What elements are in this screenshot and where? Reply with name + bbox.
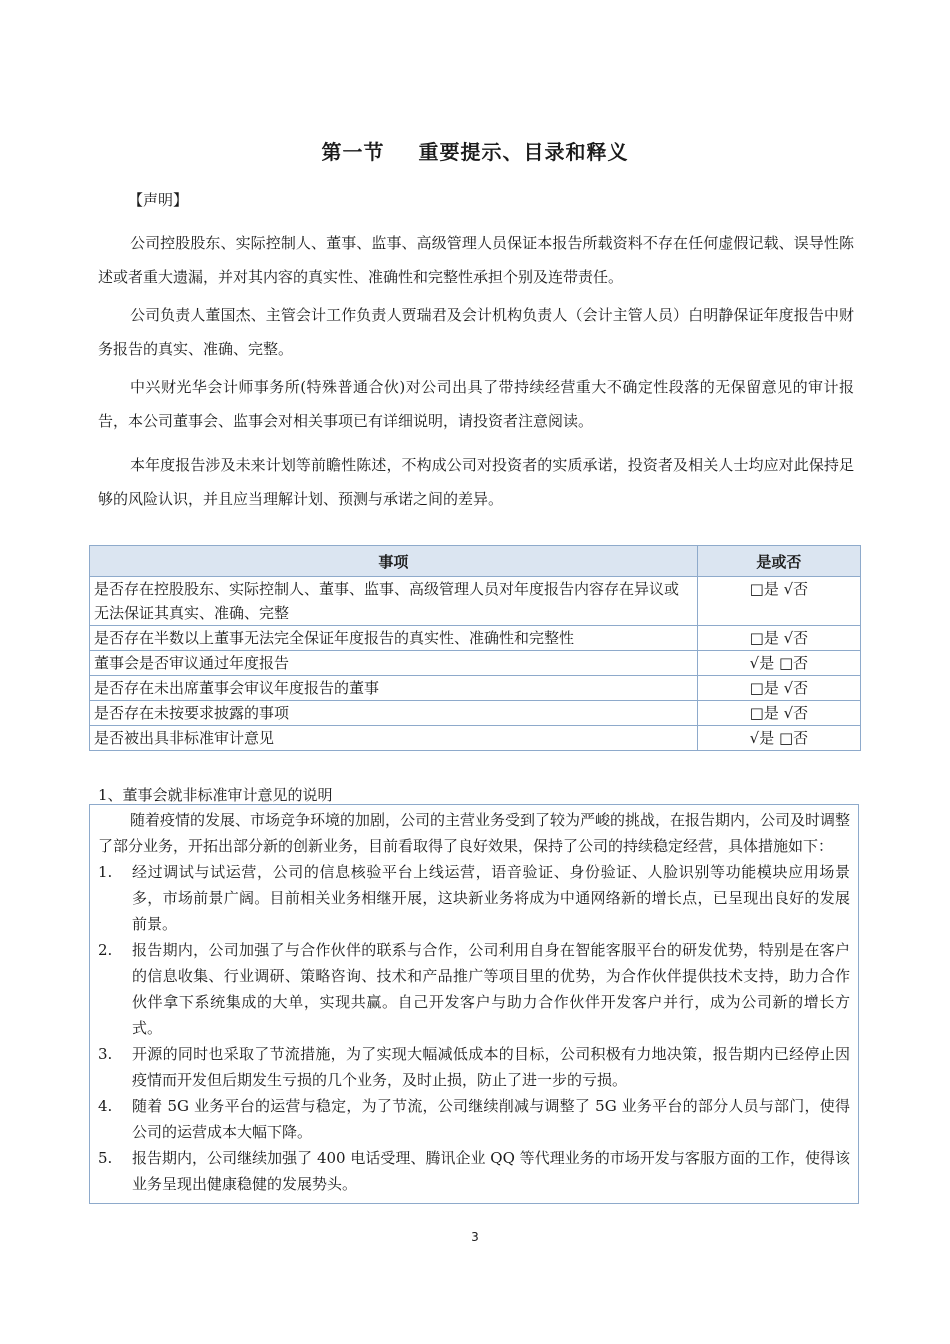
list-item-text: 报告期内，公司继续加强了 400 电话受理、腾讯企业 QQ 等代理业务的市场开发与客服方面的工作，使得该业务呈现出健康稳健的发展势头。 xyxy=(132,1149,850,1193)
paragraph-responsible-persons: 公司负责人董国杰、主管会计工作负责人贾瑞君及会计机构负责人（会计主管人员）白明静保证年度报告中财务报告的真实、准确、完整。 xyxy=(98,306,854,358)
list-item-text: 随着 5G 业务平台的运营与稳定，为了节流，公司继续削减与调整了 5G 业务平台的部分人员与部门，使得公司的运营成本大幅下降。 xyxy=(132,1097,850,1141)
table-row xyxy=(90,626,861,651)
paragraph-forward-looking: 本年度报告涉及未来计划等前瞻性陈述，不构成公司对投资者的实质承诺，投资者及相关人士均应对此保持足够的风险认识，并且应当理解计划、预测与承诺之间的差异。 xyxy=(98,456,854,508)
row-question: 是否存在控股股东、实际控制人、董事、监事、高级管理人员对年度报告内容存在异议或无法保证其真实、准确、完整 xyxy=(90,577,698,626)
table-row xyxy=(90,651,861,676)
page-number: 3 xyxy=(471,1230,479,1244)
audit-opinion-box xyxy=(89,804,859,1204)
row-question: 是否存在未出席董事会审议年度报告的董事 xyxy=(90,676,698,701)
table-row xyxy=(90,701,861,726)
section-title xyxy=(0,136,950,165)
list-item xyxy=(98,937,850,1041)
section-number: 第一节 xyxy=(321,140,385,164)
list-item xyxy=(98,859,850,937)
list-item-text: 经过调试与试运营，公司的信息核验平台上线运营，语音验证、身份验证、人脸识别等功能模块应用场景多，市场前景广阔。目前相关业务相继开展，这块新业务将成为中通网络新的增长点，已呈现出良好的发展前景。 xyxy=(132,863,850,933)
list-item xyxy=(98,1145,850,1197)
table-row xyxy=(90,726,861,751)
list-item-number: 5. xyxy=(98,1149,113,1167)
audit-intro: 随着疫情的发展、市场竞争环境的加剧，公司的主营业务受到了较为严峻的挑战，在报告期内，公司及时调整了部分业务，开拓出部分新的创新业务，目前看取得了良好效果，保持了公司的持续稳定经营，具体措施如下： xyxy=(98,811,851,855)
paragraph-guarantee: 公司控股股东、实际控制人、董事、监事、高级管理人员保证本报告所载资料不存在任何虚假记载、误导性陈述或者重大遗漏，并对其内容的真实性、准确性和完整性承担个别及连带责任。 xyxy=(98,234,854,286)
row-question: 是否被出具非标准审计意见 xyxy=(90,726,698,751)
list-item xyxy=(98,1041,850,1093)
list-item-text: 报告期内，公司加强了与合作伙伴的联系与合作，公司利用自身在智能客服平台的研发优势，特别是在客户的信息收集、行业调研、策略咨询、技术和产品推广等项目里的优势，为合作伙伴提供技术支持，助力合作伙伴拿下系统集成的大单，实现共赢。自己开发客户与助力合作伙伴开发客户并行，成为公司新的增长方式。 xyxy=(132,941,850,1037)
list-item xyxy=(98,1093,850,1145)
header-matter: 事项 xyxy=(90,546,698,577)
list-item-text: 开源的同时也采取了节流措施，为了实现大幅减低成本的目标，公司积极有力地决策，报告期内已经停止因疫情而开发但后期发生亏损的几个业务，及时止损，防止了进一步的亏损。 xyxy=(132,1045,850,1089)
row-question: 董事会是否审议通过年度报告 xyxy=(90,651,698,676)
measures-list xyxy=(98,859,850,1197)
header-yes-no: 是或否 xyxy=(697,546,860,577)
table-row xyxy=(90,676,861,701)
matters-table xyxy=(89,545,861,751)
list-item-number: 2. xyxy=(98,941,113,959)
audit-opinion-heading: 1、董事会就非标准审计意见的说明 xyxy=(98,786,333,804)
table-header-row xyxy=(90,546,861,577)
row-answer: □是 √否 xyxy=(697,577,860,626)
row-answer: □是 √否 xyxy=(697,626,860,651)
row-answer: □是 √否 xyxy=(697,676,860,701)
paragraph-auditor: 中兴财光华会计师事务所(特殊普通合伙)对公司出具了带持续经营重大不确定性段落的无保留意见的审计报告，本公司董事会、监事会对相关事项已有详细说明，请投资者注意阅读。 xyxy=(98,378,854,430)
table-row xyxy=(90,577,861,626)
row-question: 是否存在未按要求披露的事项 xyxy=(90,701,698,726)
row-question: 是否存在半数以上董事无法完全保证年度报告的真实性、准确性和完整性 xyxy=(90,626,698,651)
declaration-label: 【声明】 xyxy=(128,191,189,209)
list-item-number: 4. xyxy=(98,1097,113,1115)
row-answer: √是 □否 xyxy=(697,651,860,676)
list-item-number: 3. xyxy=(98,1045,113,1063)
section-heading: 重要提示、目录和释义 xyxy=(418,140,629,164)
row-answer: □是 √否 xyxy=(697,701,860,726)
list-item-number: 1. xyxy=(98,863,113,881)
row-answer: √是 □否 xyxy=(697,726,860,751)
